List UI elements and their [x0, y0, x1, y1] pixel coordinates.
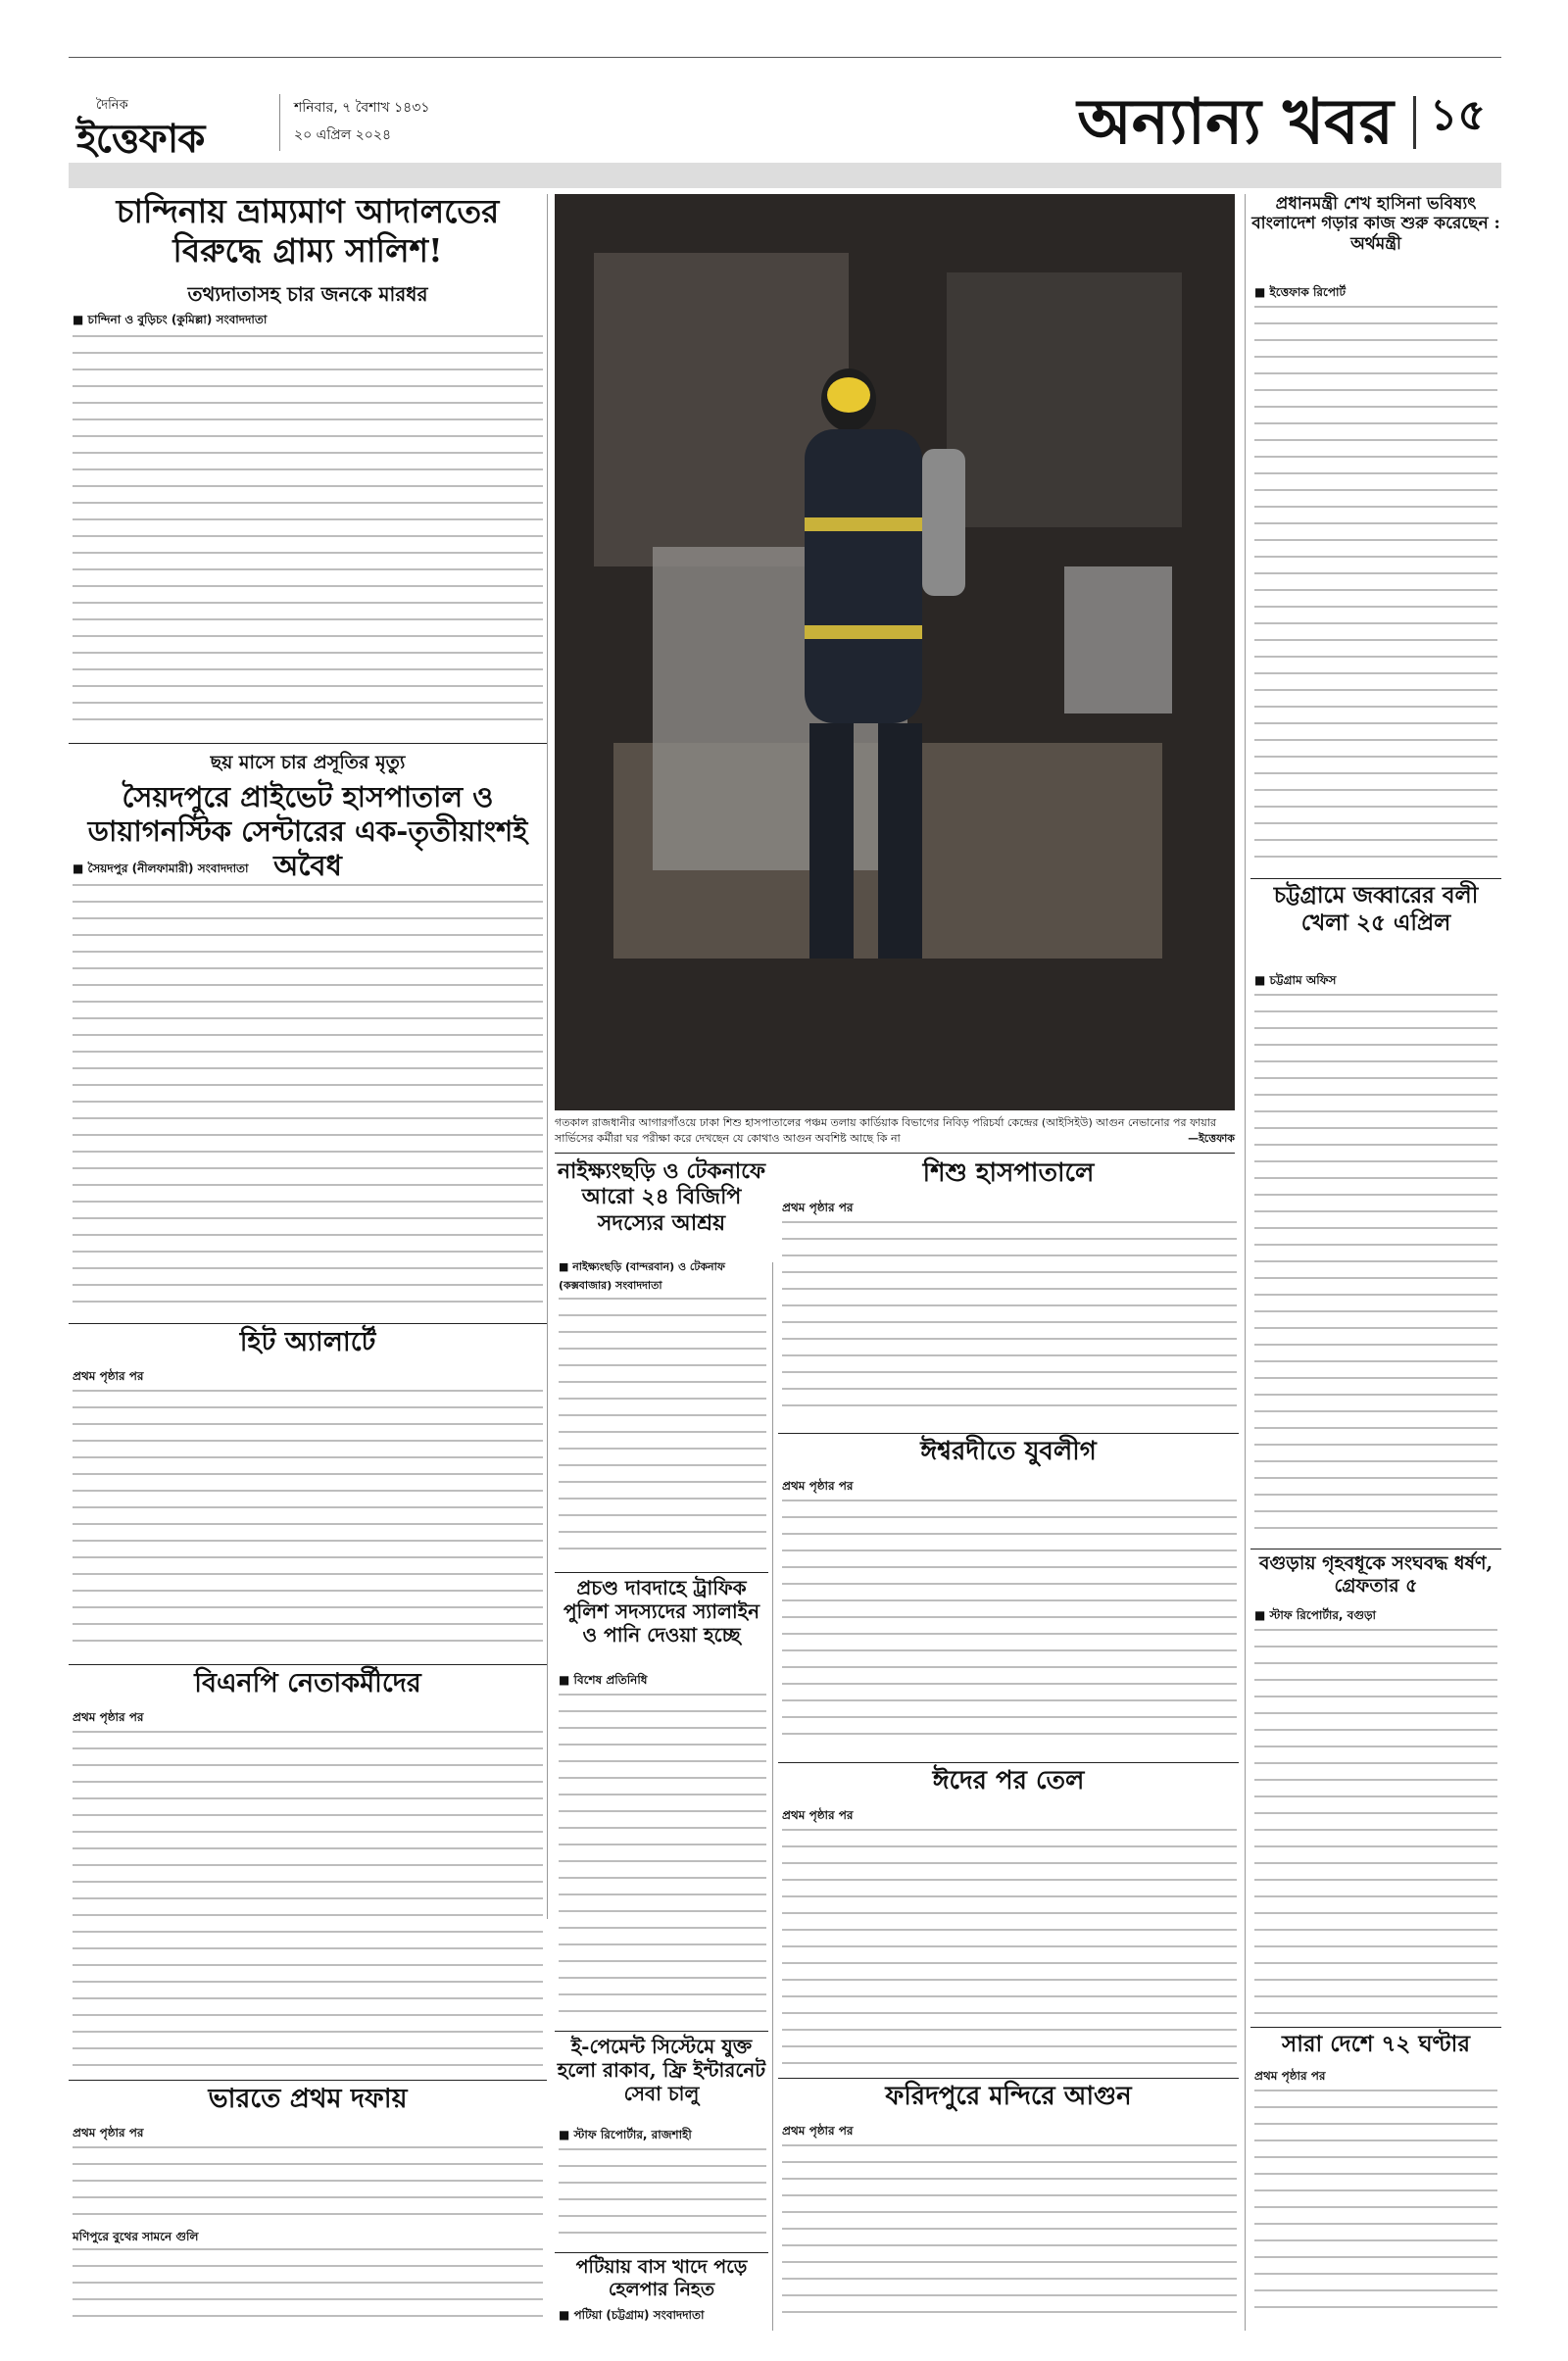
column-rule: [547, 194, 548, 1919]
photo-caption: [555, 1115, 1235, 1147]
headline-a12: ঈদের পর তেল: [932, 1766, 1085, 1795]
rule: [778, 1762, 1239, 1763]
byline-a12: প্রথম পৃষ্ঠার পর: [782, 1808, 854, 1822]
body-a11: [782, 1500, 1237, 1754]
column-rule: [772, 1262, 773, 2331]
header-bar: [69, 163, 1501, 188]
headline-a3: হিট অ্যালার্টে: [239, 1327, 376, 1357]
rule: [69, 1664, 547, 1665]
headline-a14: প্রধানমন্ত্রী শেখ হাসিনা ভবিষ্যৎ বাংলাদেশ গড়ার কাজ শুরু করেছেন : অর্থমন্ত্রী: [1251, 194, 1500, 254]
section-title: অন্যান্য খবর: [1077, 85, 1394, 159]
fire-photo: [555, 194, 1235, 1110]
photo-credit: —ইত্তেফাক: [1188, 1132, 1235, 1145]
column-rule: [1245, 194, 1246, 2331]
photo-illustration: [555, 194, 1235, 1110]
masthead-divider: [279, 94, 280, 151]
headline-a5: ভারতে প্রথম দফায়: [208, 2084, 408, 2114]
subhead-a1: তথ্যদাতাসহ চার জনকে মারধর: [187, 282, 428, 306]
body-a13: [782, 2144, 1237, 2331]
newspaper-page: [69, 57, 1501, 2331]
headline-a7: প্রচণ্ড দাবদাহে ট্রাফিক পুলিশ সদস্যদের স্যালাইন ও পানি দেওয়া হচ্ছে: [563, 1576, 760, 1647]
logo-text: ইত্তেফাক: [76, 117, 205, 162]
byline-a8: ■ স্টাফ রিপোর্টার, রাজশাহী: [559, 2128, 692, 2141]
byline-a6: ■ নাইক্ষ্যংছড়ি (বান্দরবান) ও টেকনাফ (কক্সবাজার) সংবাদদাতা: [559, 1260, 725, 1292]
top-rule: [69, 57, 1501, 58]
body-a15: [1254, 994, 1497, 1543]
byline-a5: প্রথম পৃষ্ঠার পর: [73, 2126, 144, 2140]
rule: [69, 743, 547, 744]
rule: [69, 2080, 547, 2081]
body-a2: [73, 884, 543, 1315]
headline-a10: শিশু হাসপাতালে: [922, 1158, 1095, 1188]
headline-a17: সারা দেশে ৭২ ঘণ্টার: [1282, 2031, 1470, 2057]
body-a3: [73, 1390, 543, 1654]
headline-a13: ফরিদপুরে মন্দিরে আগুন: [885, 2082, 1132, 2111]
byline-a15: ■ চট্টগ্রাম অফিস: [1254, 973, 1337, 987]
byline-a10: প্রথম পৃষ্ঠার পর: [782, 1201, 854, 1214]
byline-a7: ■ বিশেষ প্রতিনিধি: [559, 1673, 648, 1687]
date-bangla: শনিবার, ৭ বৈশাখ ১৪৩১: [294, 100, 430, 116]
body-a1: [73, 335, 543, 732]
headline-a11: ঈশ্বরদীতে যুবলীগ: [920, 1437, 1097, 1466]
byline-a14: ■ ইত্তেফাক রিপোর্ট: [1254, 285, 1347, 299]
headline-a15: চট্টগ্রামে জব্বারের বলী খেলা ২৫ এপ্রিল: [1273, 882, 1479, 936]
date-english: ২০ এপ্রিল ২০২৪: [294, 127, 392, 143]
headline-a4: বিএনপি নেতাকর্মীদের: [194, 1668, 421, 1698]
section-divider: [1413, 96, 1416, 149]
body-a5-b: [73, 2248, 543, 2331]
body-a4: [73, 1731, 543, 2074]
headline-a1: চান্দিনায় ভ্রাম্যমাণ আদালতের বিরুদ্ধে গ্রাম্য সালিশ!: [116, 192, 500, 270]
rule: [69, 1323, 547, 1324]
rule: [555, 1153, 1235, 1154]
headline-a6: নাইক্ষ্যংছড়ি ও টেকনাফে আরো ২৪ বিজিপি সদস্যের আশ্রয়: [557, 1158, 766, 1236]
headline-a16: বগুড়ায় গৃহবধূকে সংঘবদ্ধ ধর্ষণ, গ্রেফতার ৫: [1258, 1552, 1494, 1597]
rule: [778, 2078, 1239, 2079]
kicker-a2: ছয় মাসে চার প্রসূতির মৃত্যু: [210, 752, 406, 773]
rule: [555, 1572, 768, 1573]
body-a12: [782, 1829, 1237, 2074]
body-a5: [73, 2146, 543, 2225]
tag-a5: মণিপুরে বুথের সামনে গুলি: [73, 2230, 199, 2243]
date-block: [294, 94, 429, 149]
body-a16: [1254, 1629, 1497, 2021]
body-a17: [1254, 2090, 1497, 2331]
rule: [1250, 878, 1501, 879]
byline-a2: ■ সৈয়দপুর (নীলফামারী) সংবাদদাতা: [73, 861, 249, 875]
body-a10: [782, 1221, 1237, 1427]
rule: [555, 2031, 768, 2032]
headline-a2: সৈয়দপুরে প্রাইভেট হাসপাতাল ও ডায়াগনস্টিক সেন্টারের এক-তৃতীয়াংশই অবৈধ: [87, 780, 528, 882]
body-a14: [1254, 306, 1497, 874]
byline-a11: প্রথম পৃষ্ঠার পর: [782, 1479, 854, 1493]
byline-a3: প্রথম পৃষ্ঠার পর: [73, 1369, 144, 1383]
page-number: ১৫: [1429, 90, 1486, 140]
byline-a16: ■ স্টাফ রিপোর্টার, বগুড়া: [1254, 1608, 1377, 1622]
byline-a13: প্রথম পৃষ্ঠার পর: [782, 2124, 854, 2138]
body-a6: [559, 1298, 766, 1564]
rule: [555, 2252, 768, 2253]
byline-a17: প্রথম পৃষ্ঠার পর: [1254, 2069, 1326, 2083]
byline-a9: ■ পটিয়া (চট্টগ্রাম) সংবাদদাতা: [559, 2308, 705, 2322]
photo-caption-text: গতকাল রাজধানীর আগারগাঁওয়ে ঢাকা শিশু হাসপাতালের পঞ্চম তলায় কার্ডিয়াক বিভাগের নিবিড় পরিচর্যা কেন্দ্রের (আইসিইউ) আগুন নেভানোর পর ফায়ার সার্ভিসের কর্মীরা ঘর পরীক্ষা করে দেখছেন যে কোথাও আগুন অবশিষ্ট আছে কি না: [555, 1116, 1217, 1145]
rule: [1250, 2027, 1501, 2028]
body-a8: [559, 2148, 766, 2250]
masthead-logo: [76, 96, 253, 162]
byline-a4: প্রথম পৃষ্ঠার পর: [73, 1710, 144, 1724]
headline-a9: পটিয়ায় বাস খাদে পড়ে হেলপার নিহত: [575, 2256, 748, 2300]
logo-small-text: দৈনিক: [96, 98, 128, 113]
rule: [778, 1433, 1239, 1434]
body-a7: [559, 1694, 766, 2027]
headline-a8: ই-পেমেন্ট সিস্টেমে যুক্ত হলো রাকাব, ফ্রি ইন্টারনেট সেবা চালু: [557, 2035, 766, 2105]
byline-a1: ■ চান্দিনা ও বুড়িচং (কুমিল্লা) সংবাদদাতা: [73, 313, 268, 326]
